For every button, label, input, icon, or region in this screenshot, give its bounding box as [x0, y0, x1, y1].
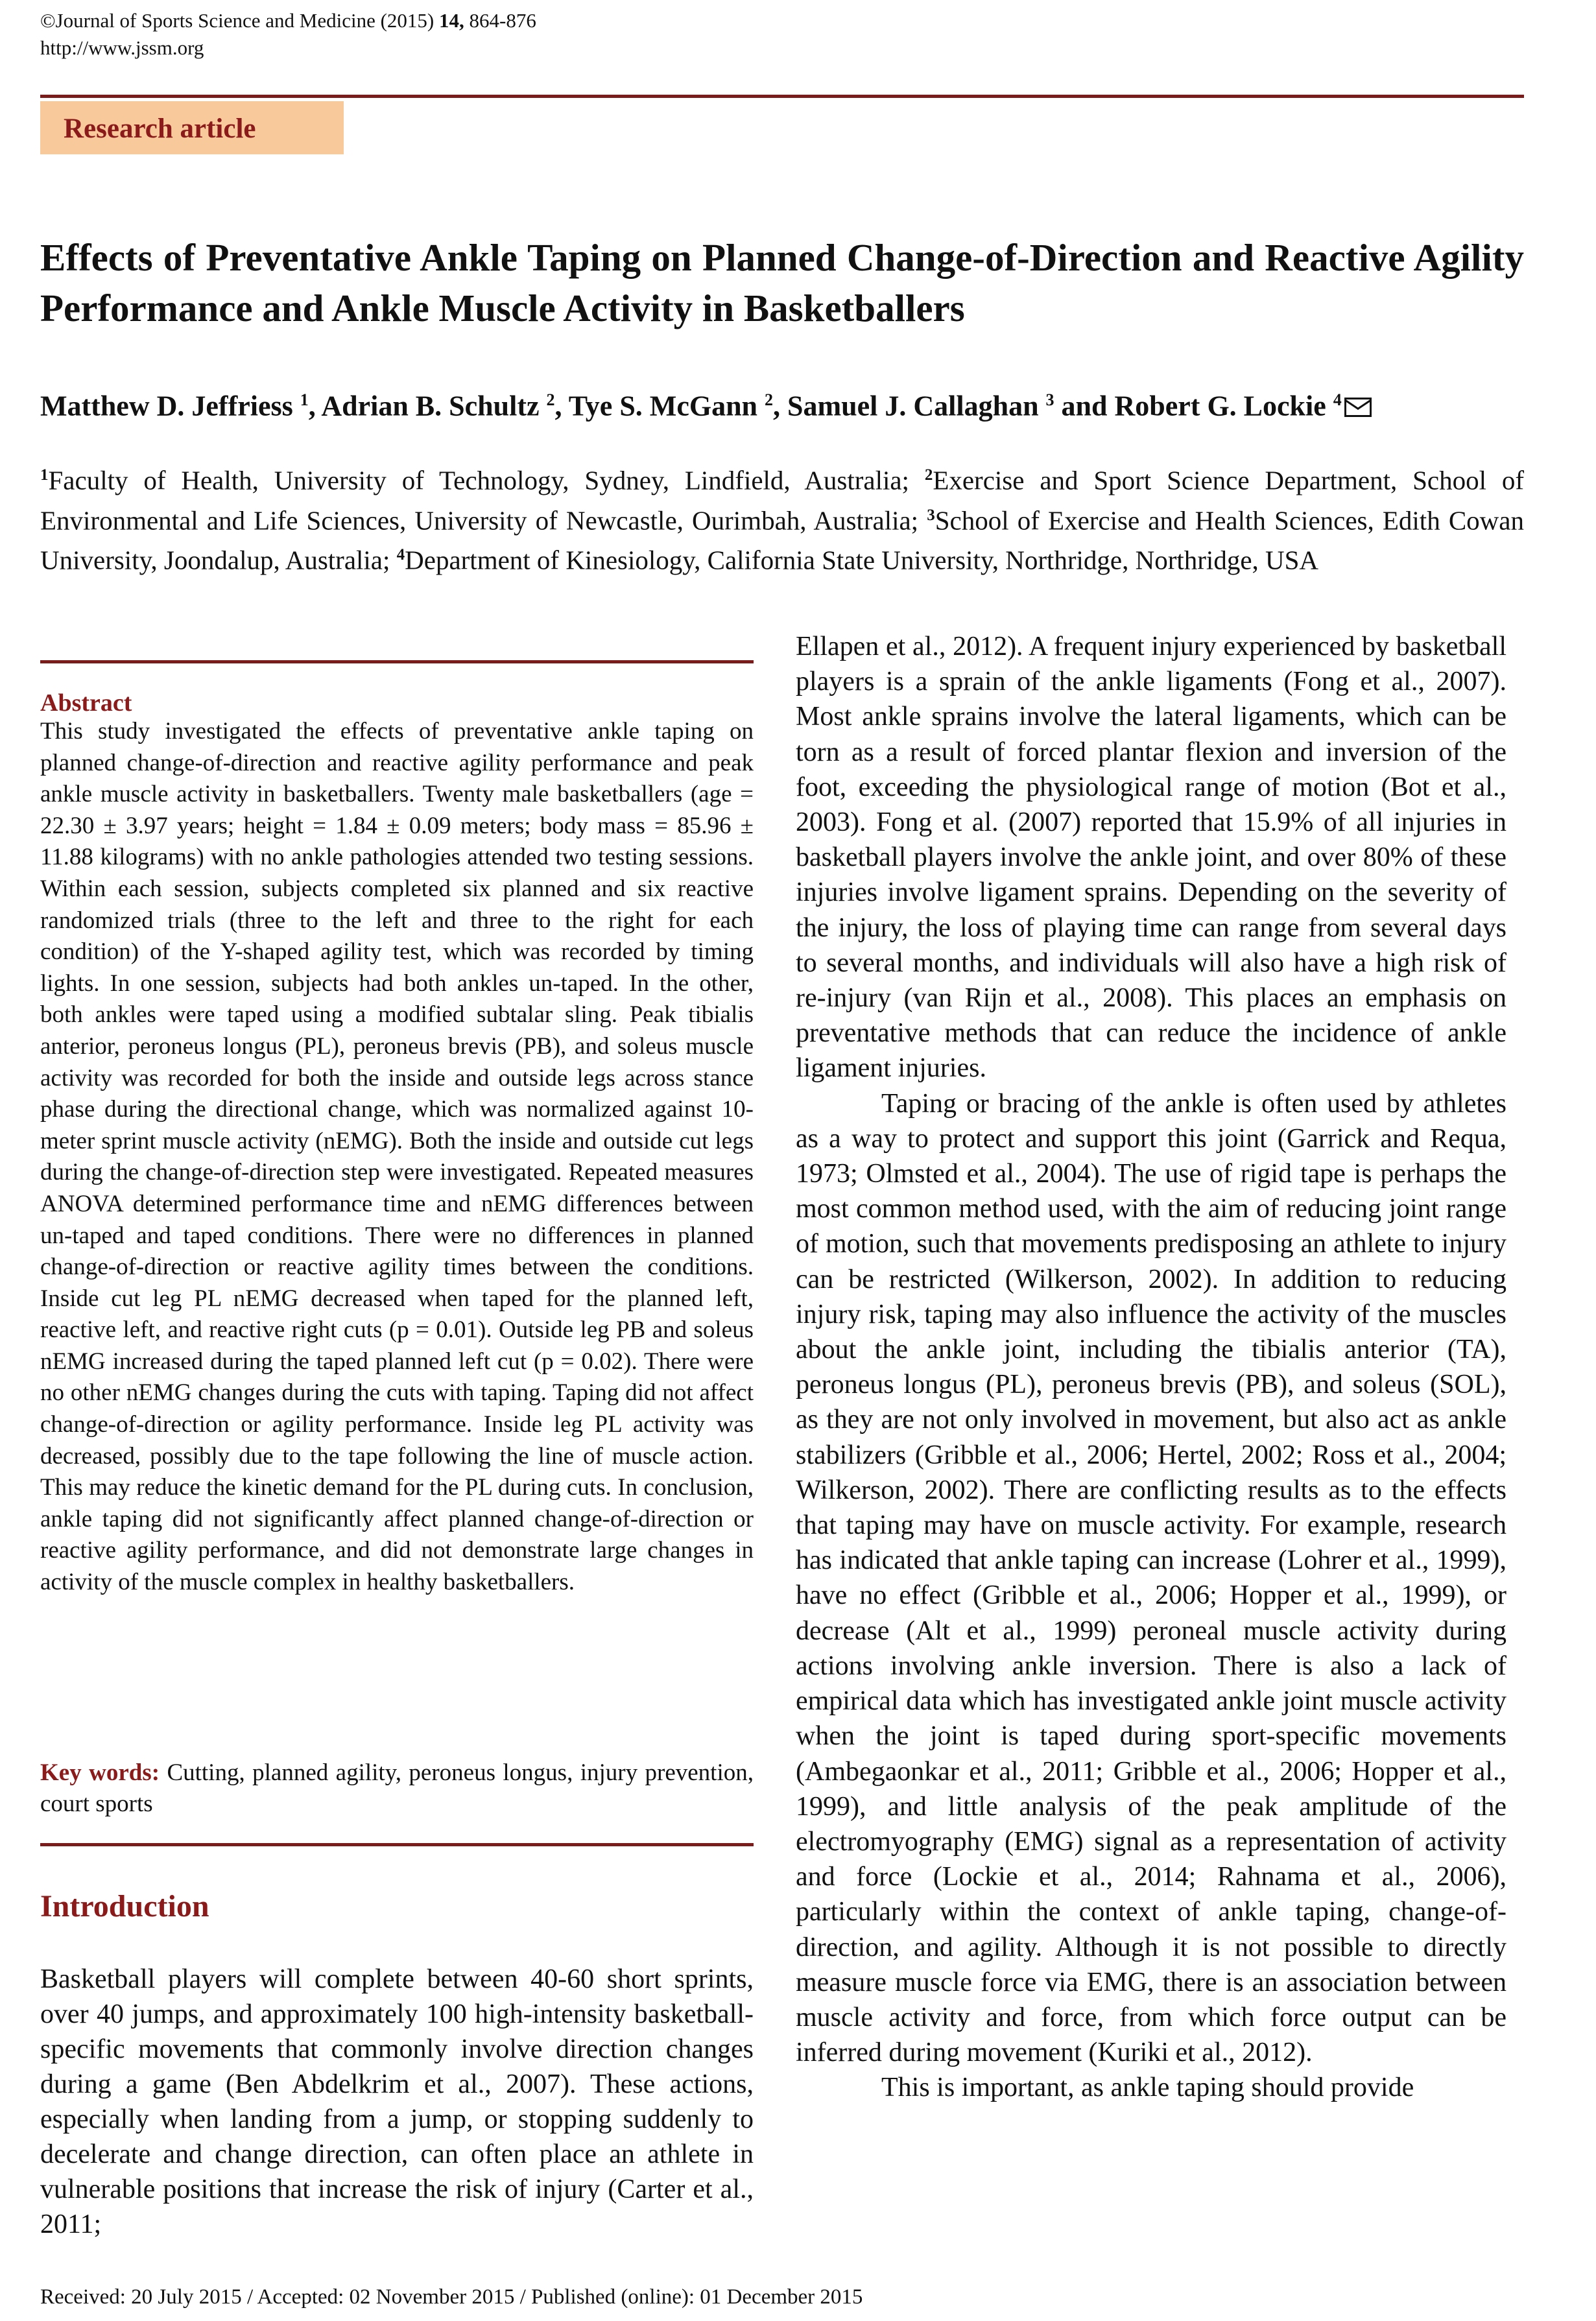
introduction-heading: Introduction — [40, 1889, 209, 1923]
abstract-heading: Abstract — [40, 689, 132, 717]
author-list: Matthew D. Jeffriess $^1$, Adrian B. Schultz $^2$, Tye S. McGann $^2$, Samuel J. Callaghan $^3$ and Robert G. Lockie $^4$ — [40, 380, 1524, 427]
author: Matthew D. Jeffriess — [40, 390, 293, 422]
introduction-text-left: Basketball players will complete between 40-60 short sprints, over 40 jumps, and approximately 100 high-intensity basketball-specific movements that commonly involve direction changes during a game (Ben Abdelkrim et al., 2007). These actions, especially when landing from a jump, or stopping suddenly to decelerate and change direction, can often place an athlete in vulnerable positions that increase the risk of injury (Carter et al., 2011; — [40, 1964, 754, 2239]
author-sup: 3 — [1045, 390, 1054, 409]
keywords-label: Key words: — [40, 1759, 160, 1786]
author: Adrian B. Schultz — [321, 390, 540, 422]
author-sup: 2 — [546, 390, 555, 409]
abstract-text: This study investigated the effects of preventative ankle taping on planned change-of-direction and reactive agility performance and peak ankle muscle activity in basketballers. Twenty male basketballers (age = 22.30 ± 3.97 years; height = 1.84 ± 0.09 meters; body mass = 85.96 ± 11.88 kilograms) with no ankle pathologies attended two testing sessions. Within each session, subjects completed six planned and six reactive randomized trials (three to the left and three to the right for each condition) of the Y-shaped agility test, which was recorded by timing lights. In one session, subjects had both ankles un-taped. In the other, both ankles were taped using a modified subtalar sling. Peak tibialis anterior, peroneus longus (PL), peroneus brevis (PB), and soleus muscle activity was recorded for both the inside and outside legs across stance phase during the directional change, which was normalized against 10-meter sprint muscle activity (nEMG). Both the inside and outside cut legs during the change-of-direction step were investigated. Repeated measures ANOVA determined performance time and nEMG differences between un-taped and taped conditions. There were no differences in planned change-of-direction or reactive agility times between the conditions. Inside cut leg PL nEMG decreased when taped for the planned left, reactive left, and reactive right cuts (p = 0.01). Outside leg PB and soleus nEMG increased during the taped planned left cut (p = 0.02). There were no other nEMG changes during the cuts with taping. Taping did not affect change-of-direction or agility performance. Inside leg PL activity was decreased, possibly due to the tape following the line of muscle action. This may reduce the kinetic demand for the PL during cuts. In conclusion, ankle taping did not significantly affect planned change-of-direction or reactive agility performance, and did not demonstrate large changes in activity of the muscle complex in healthy basketballers. — [40, 718, 754, 1596]
abstract-top-rule — [40, 660, 754, 663]
header-rule — [40, 95, 1524, 98]
author: Samuel J. Callaghan — [787, 390, 1039, 422]
paragraph: Taping or bracing of the ankle is often used by athletes as a way to protect and support this joint (Garrick and Requa, 1973; Olmsted et al., 2004). The use of rigid tape is perhaps the most common method used, with the aim of reducing joint range of motion, such that movements predisposing an athlete to injury can be restricted (Wilkerson, 2002). In addition to reducing injury risk, taping may also influence the activity of the muscles about the ankle joint, including the tibialis anterior (TA), peroneus longus (PL), peroneus brevis (PB), and soleus (SOL), as they are not only involved in movement, but also act as ankle stabilizers (Gribble et al., 2006; Hertel, 2002; Ross et al., 2004; Wilkerson, 2002). There are conflicting results as to the effects that taping may have on muscle activity. For example, research has indicated that ankle taping can increase (Lohrer et al., 1999), have no effect (Gribble et al., 2006; Hopper et al., 1999), or decrease (Alt et al., 1999) peroneal muscle activity during actions involving ankle inversion. There is also a lack of empirical data which has investigated ankle joint muscle activity when the joint is taped during sport-specific movements (Ambegaonkar et al., 2011; Gribble et al., 2006; Hopper et al., 1999), and little analysis of the peak amplitude of the electromyography (EMG) signal as a representation of activity and force (Lockie et al., 2014; Rahnama et al., 2006), particularly within the context of ankle taping, change-of-direction, and agility. Although it is not possible to directly measure muscle force via EMG, there is an association between muscle activity and force, from which force output can be inferred during movement (Kuriki et al., 2012). — [796, 1088, 1507, 2068]
keywords-text: Cutting, planned agility, peroneus longus, injury prevention, court sports — [40, 1759, 754, 1817]
author-sup: 4 — [1333, 390, 1342, 409]
article-title: Effects of Preventative Ankle Taping on Planned Change-of-Direction and Reactive Agility Performance and Ankle Muscle Activity in Basketballers — [40, 236, 1524, 329]
paragraph: Ellapen et al., 2012). A frequent injury experienced by basketball players is a sprain of the ankle ligaments (Fong et al., 2007). Most ankle sprains involve the lateral ligaments, which can be torn as a result of forced plantar flexion and inversion of the foot, exceeding the physiological range of motion (Bot et al., 2003). Fong et al. (2007) reported that 15.9% of all injuries in basketball players involve the ankle joint, and over 80% of these injuries involve ligament sprains. Depending on the severity of the injury, the loss of playing time can range from several days to several months, and individuals will also have a high risk of re-injury (van Rijn et al., 2008). This places an emphasis on preventative methods that can reduce the incidence of ankle ligament injuries. — [796, 632, 1507, 1084]
journal-url[interactable]: http://www.jssm.org — [40, 36, 204, 59]
publication-dates: Received: 20 July 2015 / Accepted: 02 November 2015 / Published (online): 01 December 2015 — [40, 2285, 863, 2309]
author-sup: 2 — [765, 390, 774, 409]
paragraph: This is important, as ankle taping should provide — [881, 2073, 1414, 2103]
introduction-text-right — [796, 629, 1507, 2106]
author-sup: 1 — [300, 390, 309, 409]
author: Tye S. McGann — [568, 390, 758, 422]
affiliations: $^1$Faculty of Health, University of Technology, Sydney, Lindfield, Australia; $^2$Exercise and Sport Science Department, School of Environmental and Life Sciences, University of Newcastle, Ourimbah, Australia; $^3$School of Exercise and Health Sciences, Edith Cowan University, Joondalup, Australia; $^4$Department of Kinesiology, California State University, Northridge, Northridge, USA — [40, 465, 1524, 575]
keywords-bottom-rule — [40, 1843, 754, 1846]
keywords — [40, 1757, 754, 1820]
author: Robert G. Lockie — [1114, 390, 1326, 422]
journal-citation: ©Journal of Sports Science and Medicine (2015) 14, 864-876 — [40, 9, 536, 32]
article-type-label: Research article — [64, 113, 256, 144]
mail-icon[interactable] — [1344, 398, 1372, 417]
